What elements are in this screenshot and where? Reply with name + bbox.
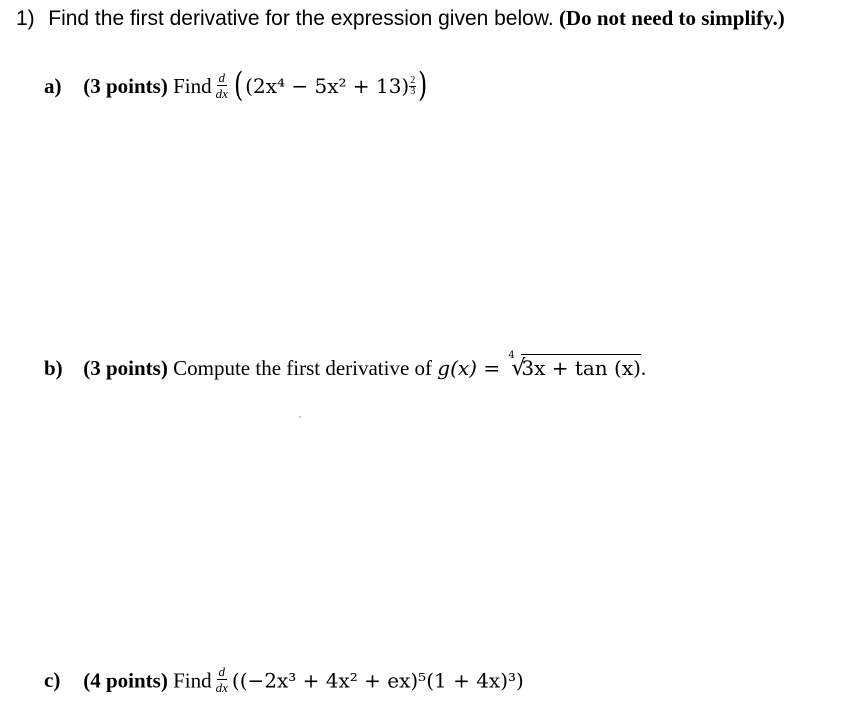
root-index: 4 <box>508 350 515 361</box>
part-b-end: . <box>640 356 647 380</box>
derivative-denominator: dx <box>215 680 228 695</box>
question-note: (Do not need to simplify.) <box>558 6 785 30</box>
exponent-denominator: 3 <box>410 86 416 97</box>
question-prompt: Find the first derivative for the expression given below. <box>48 7 554 30</box>
root-body: 3x + tan (x) <box>521 356 641 380</box>
part-a-lead: Find <box>173 74 212 98</box>
part-c <box>44 664 524 697</box>
derivative-numerator: d <box>218 664 226 679</box>
part-a <box>44 62 429 103</box>
root-sign-icon: √ <box>511 356 526 381</box>
fourth-root <box>505 350 641 381</box>
part-b <box>44 350 647 381</box>
part-a-expression: (2x⁴ − 5x² + 13) <box>245 74 410 98</box>
derivative-operator <box>214 665 230 694</box>
part-c-points: (4 points) <box>83 668 168 693</box>
derivative-numerator: d <box>218 69 226 85</box>
question-number: 1) <box>16 7 35 30</box>
part-a-points: (3 points) <box>83 74 168 98</box>
part-b-points: (3 points) <box>83 356 168 380</box>
part-c-lead: Find <box>173 668 212 693</box>
stray-mark <box>299 416 301 418</box>
part-b-label: b) <box>44 356 63 380</box>
exponent-fraction <box>409 76 416 97</box>
close-paren: ) <box>418 65 428 105</box>
derivative-denominator: dx <box>215 85 228 101</box>
part-b-function: g(x) = <box>437 356 501 380</box>
part-c-label: c) <box>44 668 61 693</box>
open-paren: ( <box>233 65 244 105</box>
part-a-label: a) <box>44 74 62 98</box>
exponent-numerator: 2 <box>410 75 416 86</box>
part-c-expression: ((−2x³ + 4x² + ex)⁵(1 + 4x)³) <box>231 668 524 693</box>
part-b-lead: Compute the first derivative of <box>173 356 433 380</box>
derivative-operator <box>214 71 230 100</box>
question-heading <box>16 6 785 31</box>
